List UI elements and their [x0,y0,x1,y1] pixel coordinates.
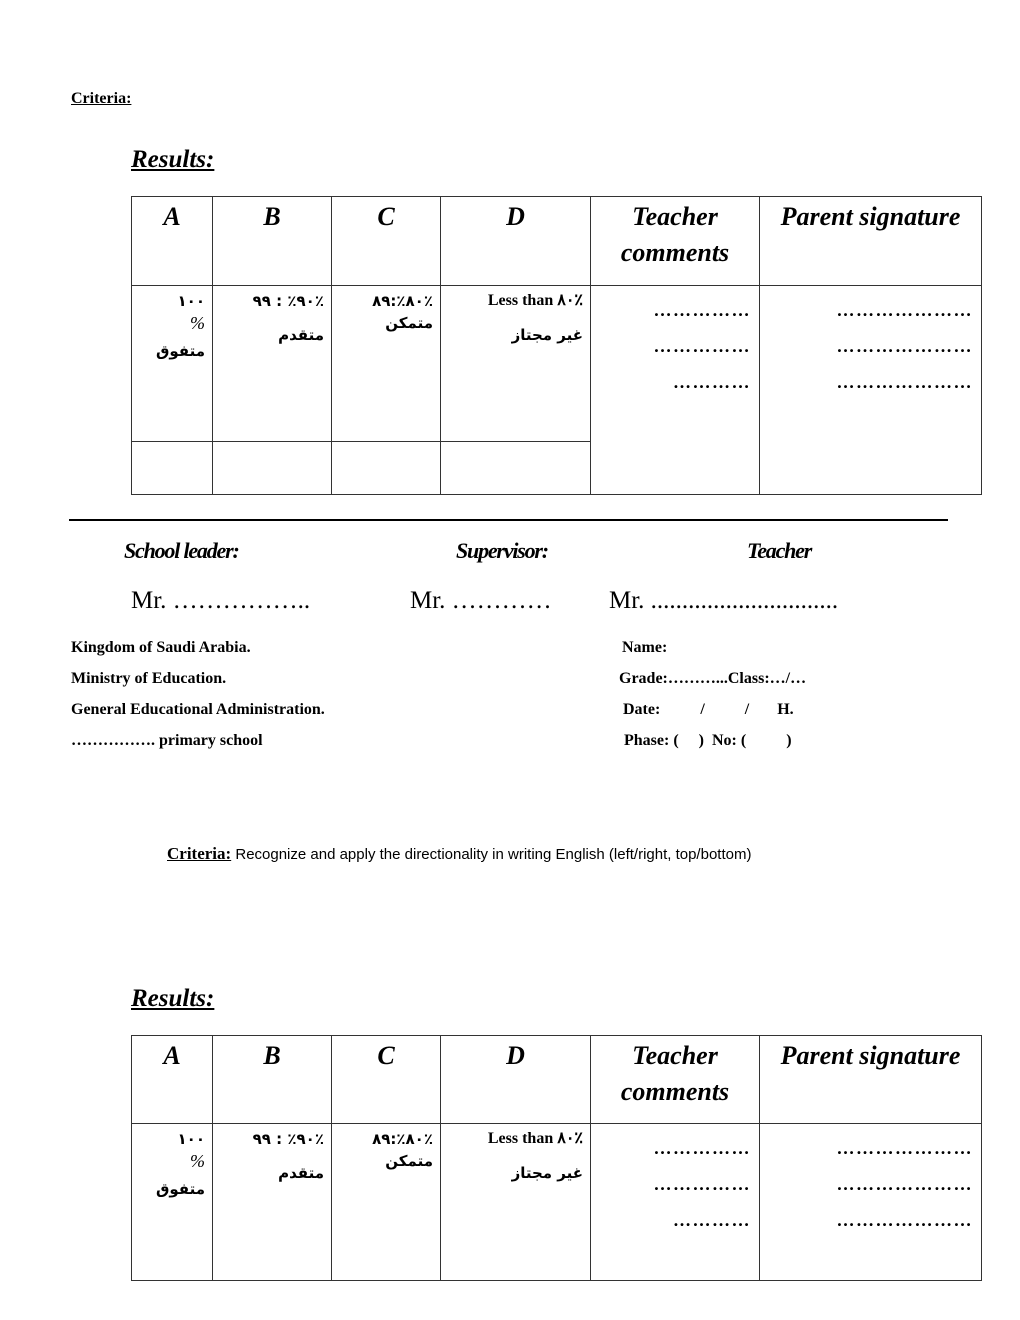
info-administration: General Educational Administration. [71,701,325,718]
results-table-1 [131,196,982,495]
table-header-row [132,197,982,286]
cell-a-percent: % [190,1151,205,1171]
supervisor-label: Supervisor: [456,538,548,563]
cell-b-range: ٩٠٪ : ٩٩٪ [252,292,324,310]
school-leader-name-field[interactable]: Mr. …………….. [131,587,311,614]
criteria-label-top: Criteria: [71,90,132,107]
cell-d [441,1124,591,1281]
header-teacher-line1: Teacher [632,1041,718,1070]
header-b: B [213,197,332,286]
cell-c [332,1124,441,1281]
header-teacher-line1: Teacher [632,202,718,231]
info-school: ……………. primary school [71,732,263,749]
header-a: A [132,197,213,286]
info-date-field[interactable]: Date: / / H. [623,701,794,718]
info-kingdom: Kingdom of Saudi Arabia. [71,639,251,656]
header-teacher-comments [591,1036,760,1124]
dots-line: …………… [653,300,751,320]
teacher-name-field[interactable]: Mr. .............................. [609,587,839,614]
header-d: D [441,197,591,286]
cell-b-level: متقدم [278,1164,324,1182]
dots-line: ………………… [836,1210,973,1230]
cell-a [132,1124,213,1281]
cell-c-range: ٨٠٪:٨٩٪ [372,292,433,310]
cell-b [213,1124,332,1281]
cell-c [332,286,441,442]
cell-c-level: متمكن [385,1152,433,1170]
dots-line: ………………… [836,372,973,392]
info-ministry: Ministry of Education. [71,670,227,687]
teacher-label: Teacher [747,538,812,563]
cell-d-range: Less than ٨٠٪ [487,1130,583,1147]
cell-c-level: متمكن [385,314,433,332]
results-table-2 [131,1035,982,1281]
parent-signature-field[interactable] [760,286,982,495]
header-d: D [441,1036,591,1124]
info-phase-no-field[interactable]: Phase: ( ) No: ( ) [624,732,792,749]
header-parent-signature: Parent signature [760,197,982,286]
table-header-row [132,1036,982,1124]
dots-line: ………………… [836,300,973,320]
cell-a-level: متفوق [155,1180,205,1198]
table-row [132,1124,982,1281]
divider-line [69,519,948,521]
dots-line: ………………… [836,1138,973,1158]
cell-b-level: متقدم [278,326,324,344]
header-teacher-line2: comments [620,1077,730,1106]
header-c: C [332,197,441,286]
info-name-field[interactable]: Name: [622,639,668,656]
dots-line: …………… [653,336,751,356]
blank-cell-c[interactable] [332,442,441,495]
dots-line: ………… [673,1210,751,1230]
criteria-label: Criteria: [167,844,232,863]
table-row [132,286,982,442]
dots-line: ………… [673,372,751,392]
cell-a-level: متفوق [155,342,205,360]
cell-a [132,286,213,442]
header-a: A [132,1036,213,1124]
header-c: C [332,1036,441,1124]
header-parent-signature: Parent signature [760,1036,982,1124]
teacher-comments-field[interactable] [591,286,760,495]
header-b: B [213,1036,332,1124]
blank-cell-a[interactable] [132,442,213,495]
cell-a-percent: % [190,313,205,333]
cell-c-range: ٨٠٪:٨٩٪ [372,1130,433,1148]
criteria-text: Recognize and apply the directionality in writing English (left/right, top/bottom) [231,846,752,863]
results-title-2: Results: [131,985,215,1012]
cell-d-range: Less than ٨٠٪ [487,292,583,309]
cell-b [213,286,332,442]
parent-signature-field[interactable] [760,1124,982,1281]
cell-d-level: غير مجتاز [511,1164,583,1182]
cell-a-score: ١٠٠ [177,292,205,310]
cell-a-score: ١٠٠ [177,1130,205,1148]
header-teacher-line2: comments [620,238,730,267]
criteria-statement [167,844,751,864]
supervisor-name-field[interactable]: Mr. ………… [410,587,552,614]
cell-b-range: ٩٠٪ : ٩٩٪ [252,1130,324,1148]
dots-line: …………… [653,1174,751,1194]
results-title-1: Results: [131,146,215,173]
header-teacher-comments [591,197,760,286]
blank-cell-b[interactable] [213,442,332,495]
dots-line: ………………… [836,336,973,356]
school-leader-label: School leader: [124,538,239,563]
blank-cell-d[interactable] [441,442,591,495]
cell-d-level: غير مجتاز [511,326,583,344]
info-grade-class-field[interactable]: Grade:………...Class:…/… [619,670,807,687]
dots-line: …………… [653,1138,751,1158]
teacher-comments-field[interactable] [591,1124,760,1281]
dots-line: ………………… [836,1174,973,1194]
cell-d [441,286,591,442]
